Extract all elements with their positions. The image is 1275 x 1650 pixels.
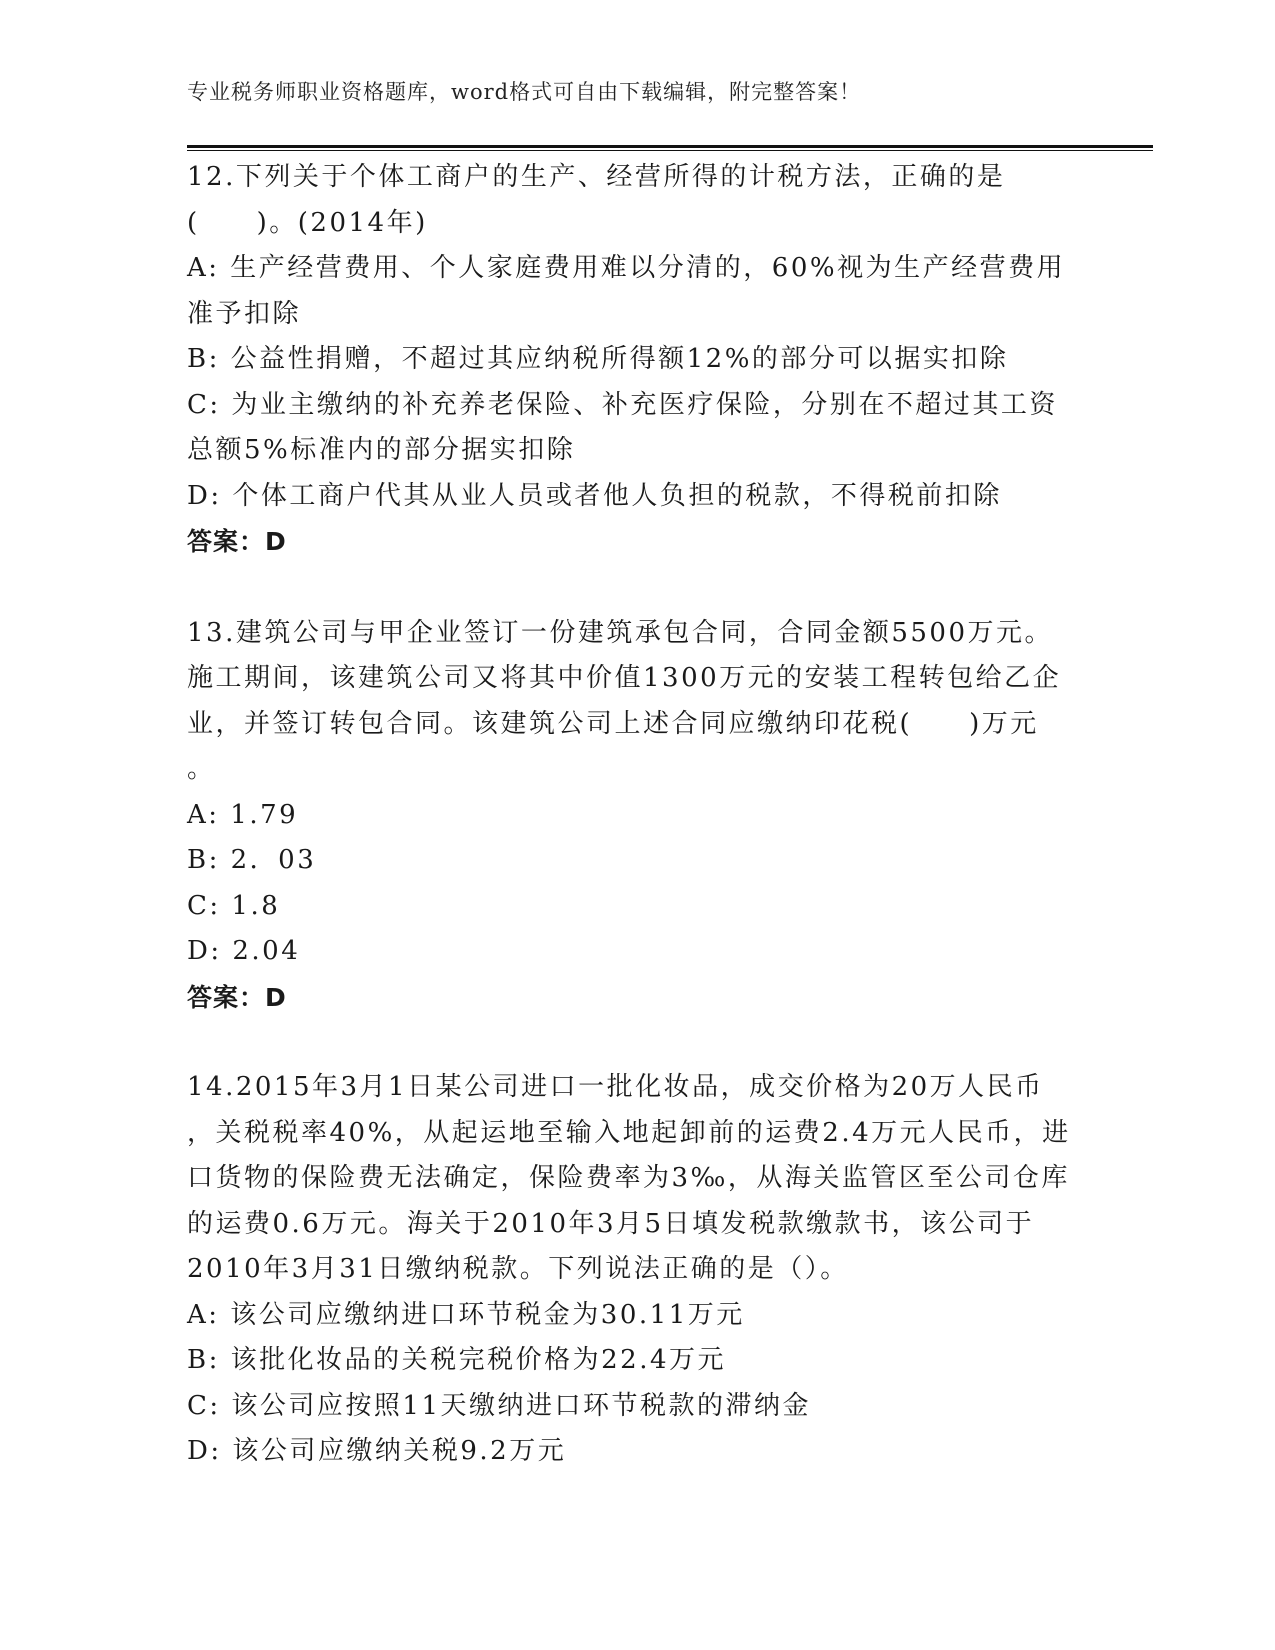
option-c: C: 1.8 (187, 890, 281, 921)
option-line: B: 公益性捐赠，不超过其应纳税所得额12%的部分可以据实扣除 (187, 344, 1009, 374)
option-a (187, 246, 1087, 337)
question-stem-line: 的运费0.6万元。海关于2010年3月5日填发税款缴款书，该公司于 (187, 1208, 1035, 1239)
question-stem-line: 12.下列关于个体工商户的生产、经营所得的计税方法，正确的是 (187, 162, 1006, 192)
option-b: B: 2．03 (187, 845, 317, 875)
spacer (187, 1020, 1087, 1065)
question-stem-line: 13.建筑公司与甲企业签订一份建筑承包合同，合同金额5500万元。 (187, 617, 1054, 648)
page-header: 专业税务师职业资格题库，word格式可自由下载编辑，附完整答案！ (187, 80, 862, 104)
question-stem-line: 2010年3月31日缴纳税款。下列说法正确的是（）。 (187, 1254, 849, 1284)
option-b: B: 该批化妆品的关税完税价格为22.4万元 (187, 1345, 727, 1375)
question-stem-line: ( )。(2014年) (187, 207, 428, 238)
question-14 (187, 1065, 1087, 1475)
option-line: C: 为业主缴纳的补充养老保险、补充医疗保险，分别在不超过其工资 (187, 389, 1058, 420)
question-12 (187, 155, 1087, 565)
option-b (187, 337, 1087, 383)
answer-label: 答案：D (187, 982, 287, 1012)
option-a: A: 该公司应缴纳进口环节税金为30.11万元 (187, 1299, 745, 1330)
question-stem-line: 施工期间，该建筑公司又将其中价值1300万元的安装工程转包给乙企 (187, 663, 1062, 693)
question-stem-line: 14.2015年3月1日某公司进口一批化妆品，成交价格为20万人民币 (187, 1072, 1044, 1102)
question-stem-line: 业，并签订转包合同。该建筑公司上述合同应缴纳印花税( )万元 (187, 708, 1039, 739)
option-line: 总额5%标准内的部分据实扣除 (187, 435, 576, 465)
question-list (187, 155, 1087, 1475)
option-c (187, 383, 1087, 474)
spacer (187, 565, 1087, 611)
option-line: D: 个体工商户代其从业人员或者他人负担的税款，不得税前扣除 (187, 480, 1002, 511)
option-d (187, 474, 1087, 520)
option-d: D: 2.04 (187, 936, 301, 966)
question-stem-line: 口货物的保险费无法确定，保险费率为3‰，从海关监管区至公司仓库 (187, 1163, 1070, 1193)
question-stem-line: 。 (187, 754, 216, 784)
header-divider-thick (187, 145, 1153, 148)
answer-label: 答案：D (187, 527, 287, 556)
option-line: A: 生产经营费用、个人家庭费用难以分清的，60%视为生产经营费用 (187, 253, 1066, 283)
option-c: C: 该公司应按照11天缴纳进口环节税款的滞纳金 (187, 1390, 812, 1421)
header-divider-thin (187, 150, 1153, 151)
question-stem-line: ，关税税率40%，从起运地至输入地起卸前的运费2.4万元人民币，进 (187, 1117, 1071, 1148)
option-d: D: 该公司应缴纳关税9.2万元 (187, 1436, 567, 1466)
question-13 (187, 611, 1087, 1021)
option-line: 准予扣除 (187, 298, 302, 329)
option-a: A: 1.79 (187, 799, 299, 830)
